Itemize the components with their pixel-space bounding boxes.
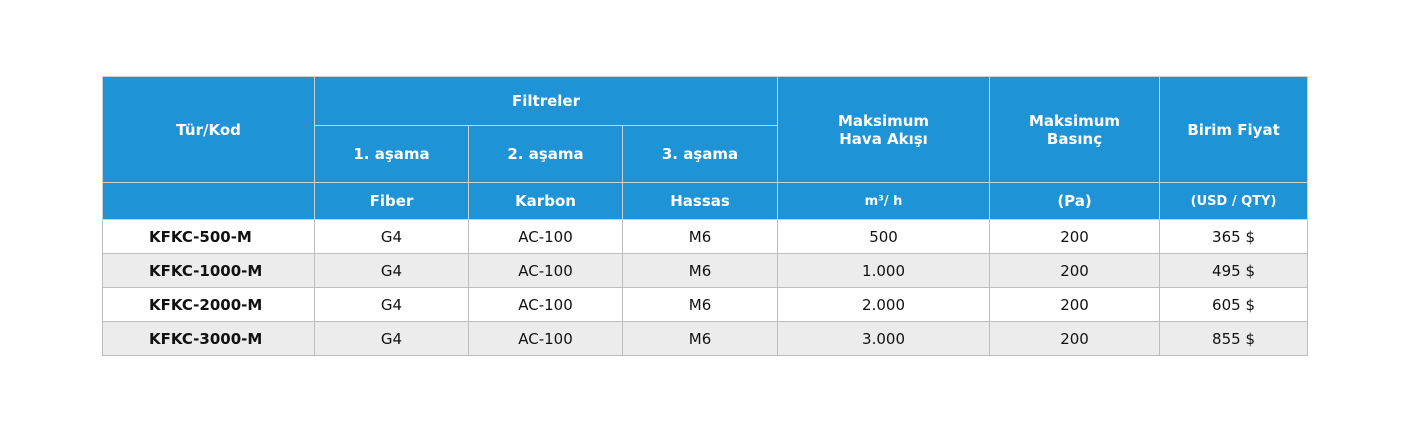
header-row-1 (103, 77, 1308, 126)
cell-stage-2: AC-100 (469, 288, 623, 322)
product-price-table-container (102, 76, 1308, 356)
header-max-airflow-line2: Hava Akışı (839, 129, 928, 148)
cell-stage-2: AC-100 (469, 220, 623, 254)
header-stage-3-material: Hassas (623, 183, 778, 220)
header-type-code: Tür/Kod (103, 77, 315, 183)
table-row (103, 288, 1308, 322)
header-airflow-unit (778, 183, 990, 220)
cell-price: 495 $ (1160, 254, 1308, 288)
cell-stage-3: M6 (623, 220, 778, 254)
header-type-code-spacer (103, 183, 315, 220)
cell-stage-1: G4 (315, 322, 469, 356)
header-max-pressure-line1: Maksimum (1029, 111, 1121, 130)
cell-pressure: 200 (990, 322, 1160, 356)
header-filters: Filtreler (315, 77, 778, 126)
header-unit-price: Birim Fiyat (1160, 77, 1308, 183)
table-body (103, 220, 1308, 356)
cell-stage-3: M6 (623, 254, 778, 288)
header-stage-2-material: Karbon (469, 183, 623, 220)
header-max-pressure (990, 77, 1160, 183)
header-stage-1-material: Fiber (315, 183, 469, 220)
table-row (103, 322, 1308, 356)
price-unit-text: (USD / QTY) (1190, 194, 1277, 209)
product-price-table (102, 76, 1308, 356)
header-max-airflow (778, 77, 990, 183)
cell-stage-2: AC-100 (469, 254, 623, 288)
cell-price: 605 $ (1160, 288, 1308, 322)
table-row (103, 254, 1308, 288)
cell-airflow: 1.000 (778, 254, 990, 288)
cell-code: KFKC-1000-M (103, 254, 315, 288)
airflow-unit-text: m³/ h (864, 194, 903, 209)
cell-pressure: 200 (990, 288, 1160, 322)
header-stage-1: 1. aşama (315, 126, 469, 183)
cell-stage-3: M6 (623, 288, 778, 322)
cell-code: KFKC-3000-M (103, 322, 315, 356)
header-max-airflow-line1: Maksimum (838, 111, 930, 130)
header-max-pressure-line2: Basınç (1046, 129, 1103, 148)
cell-price: 365 $ (1160, 220, 1308, 254)
header-pressure-unit: (Pa) (990, 183, 1160, 220)
header-row-3 (103, 183, 1308, 220)
cell-stage-1: G4 (315, 220, 469, 254)
cell-pressure: 200 (990, 254, 1160, 288)
cell-pressure: 200 (990, 220, 1160, 254)
cell-stage-3: M6 (623, 322, 778, 356)
header-stage-3: 3. aşama (623, 126, 778, 183)
table-header (103, 77, 1308, 220)
cell-airflow: 3.000 (778, 322, 990, 356)
cell-code: KFKC-500-M (103, 220, 315, 254)
cell-airflow: 500 (778, 220, 990, 254)
header-price-unit (1160, 183, 1308, 220)
header-stage-2: 2. aşama (469, 126, 623, 183)
cell-stage-1: G4 (315, 254, 469, 288)
cell-code: KFKC-2000-M (103, 288, 315, 322)
cell-price: 855 $ (1160, 322, 1308, 356)
cell-stage-1: G4 (315, 288, 469, 322)
cell-airflow: 2.000 (778, 288, 990, 322)
cell-stage-2: AC-100 (469, 322, 623, 356)
table-row (103, 220, 1308, 254)
